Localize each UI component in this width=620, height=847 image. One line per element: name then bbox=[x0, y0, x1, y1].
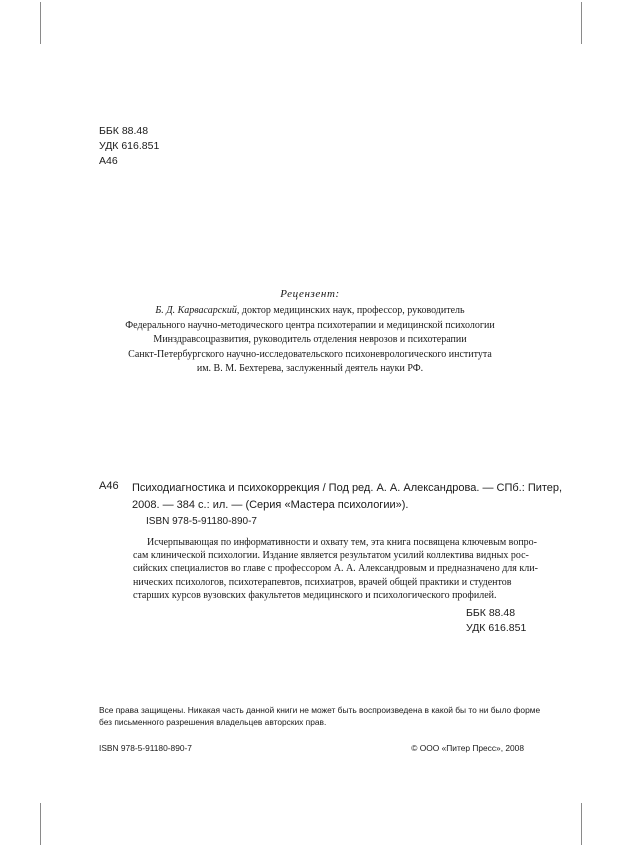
classification-codes-right bbox=[466, 606, 526, 636]
crop-mark-bottom-right bbox=[581, 803, 582, 845]
reviewer-line-5: им. В. М. Бехтерева, заслуженный деятель науки РФ. bbox=[196, 363, 424, 375]
annotation-line-4: нических психологов, психотерапевтов, психиатров, врачей общей практики и студентов bbox=[133, 576, 512, 588]
bibliographic-description bbox=[132, 480, 562, 514]
crop-mark-bottom-left bbox=[40, 803, 41, 845]
copyright-notice: © ООО «Питер Пресс», 2008 bbox=[411, 743, 524, 753]
footer-isbn: ISBN 978-5-91180-890-7 bbox=[99, 743, 192, 753]
classification-codes bbox=[99, 124, 159, 169]
annotation-line-3: сийских специалистов во главе с профессором А. А. Александровым и предназначено для кли- bbox=[133, 563, 538, 575]
annotation-line-2: сам клинической психологии. Издание является результатом усилий коллектива видных рос- bbox=[133, 550, 529, 562]
author-mark: А46 bbox=[99, 155, 118, 167]
udk-code-right: УДК 616.851 bbox=[466, 622, 527, 634]
annotation-line-1: Исчерпывающая по информативности и охвату тем, эта книга посвящена ключевым вопро- bbox=[147, 537, 537, 548]
rights-line-2: без письменного разрешения владельцев авторских прав. bbox=[99, 717, 327, 728]
annotation-block bbox=[133, 536, 538, 602]
reviewer-line-2: Федерального научно-методического центра психотерапии и медицинской психологии bbox=[125, 319, 495, 331]
biblio-author-mark: А46 bbox=[99, 480, 119, 492]
reviewer-line-4: Санкт-Петербургского научно-исследовательского психоневрологического института bbox=[128, 348, 492, 360]
bbk-code: ББК 88.48 bbox=[99, 125, 149, 137]
rights-notice bbox=[99, 704, 540, 729]
reviewer-block bbox=[0, 304, 620, 377]
bbk-code-right: ББК 88.48 bbox=[466, 607, 516, 619]
reviewer-name: Б. Д. Карвасарский bbox=[155, 305, 237, 316]
reviewer-line-3: Минздравсоцразвития, руководитель отделения неврозов и психотерапии bbox=[153, 334, 467, 346]
udk-code: УДК 616.851 bbox=[99, 140, 160, 152]
rights-line-1: Все права защищены. Никакая часть данной книги не может быть воспроизведена в какой бы то ни было форме bbox=[99, 705, 541, 715]
reviewer-heading: Рецензент: bbox=[280, 288, 340, 300]
crop-mark-top-right bbox=[581, 2, 582, 44]
reviewer-line-1: Б. Д. Карвасарский, доктор медицинских наук, профессор, руководитель bbox=[155, 305, 465, 316]
annotation-line-5: старших курсов вузовских факультетов медицинского и психологического профилей. bbox=[133, 589, 497, 601]
biblio-line-1: Психодиагностика и психокоррекция / Под ред. А. А. Александрова. — СПб.: Питер, bbox=[132, 482, 563, 494]
isbn-record: ISBN 978-5-91180-890-7 bbox=[146, 516, 257, 527]
crop-mark-top-left bbox=[40, 2, 41, 44]
biblio-line-2: 2008. — 384 с.: ил. — (Серия «Мастера психологии»). bbox=[132, 499, 409, 511]
